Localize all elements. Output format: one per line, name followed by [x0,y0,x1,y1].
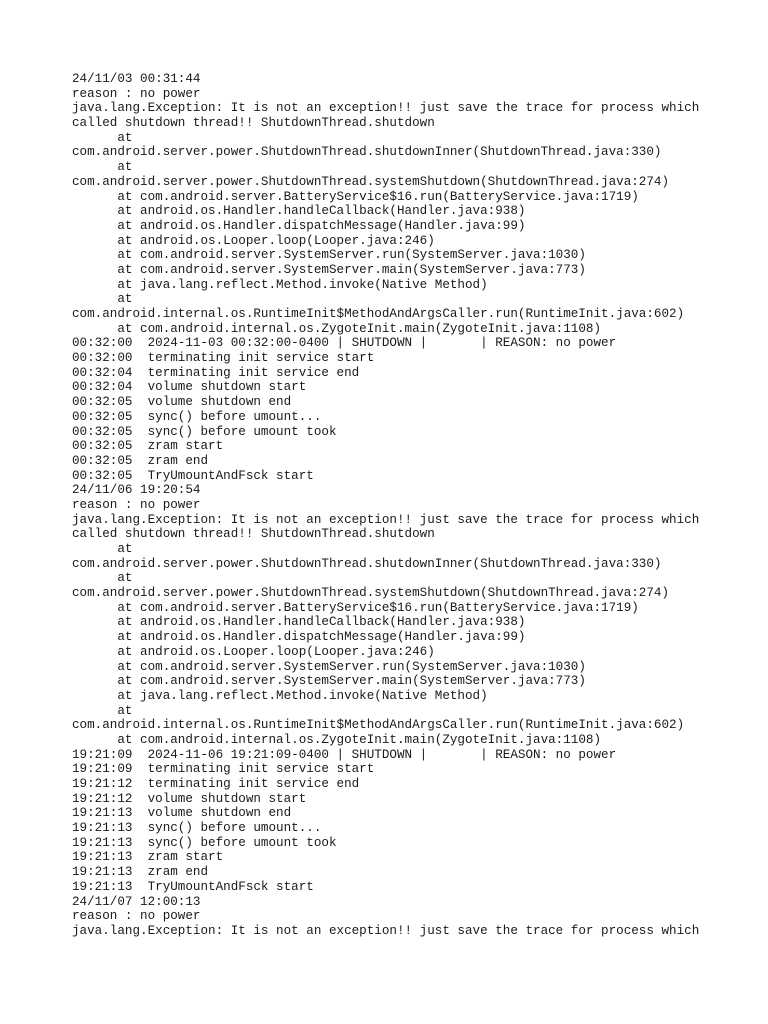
log-line: at android.os.Looper.loop(Looper.java:246) [72,644,435,659]
log-line: at java.lang.reflect.Method.invoke(Native Method) [72,277,488,292]
log-line: 19:21:12 terminating init service end [72,777,360,791]
log-line: at android.os.Handler.dispatchMessage(Handler.java:99) [72,218,526,233]
log-line: com.android.internal.os.RuntimeInit$MethodAndArgsCaller.run(RuntimeInit.java:602) [72,307,685,321]
log-line: 19:21:09 terminating init service start [72,762,375,777]
log-line: 00:32:00 2024-11-03 00:32:00-0400 | SHUTDOWN | | REASON: no power [72,336,617,351]
log-line: 00:32:05 sync() before umount... [72,409,322,424]
log-line: at com.android.server.BatteryService$16.run(BatteryService.java:1719) [72,189,639,204]
log-line: com.android.server.power.ShutdownThread.shutdownInner(ShutdownThread.java:330) [72,145,662,160]
log-line: com.android.server.power.ShutdownThread.shutdownInner(ShutdownThread.java:330) [72,556,662,571]
log-line: 00:32:05 sync() before umount took [72,424,337,439]
log-line: at [72,542,133,556]
log-line: at [72,571,133,586]
log-line: 19:21:13 zram start [72,850,224,865]
log-line: at android.os.Handler.handleCallback(Handler.java:938) [72,615,526,630]
log-line: 19:21:13 sync() before umount took [72,835,337,850]
log-line: com.android.server.power.ShutdownThread.systemShutdown(ShutdownThread.java:274) [72,586,670,601]
log-line: at com.android.server.SystemServer.main(SystemServer.java:773) [72,262,586,277]
log-line: at [72,703,133,718]
log-line: 19:21:13 sync() before umount... [72,821,322,836]
log-line: at android.os.Handler.handleCallback(Handler.java:938) [72,204,526,219]
log-line: 19:21:12 volume shutdown start [72,791,307,806]
log-line: 00:32:05 volume shutdown end [72,395,292,410]
log-line: at [72,160,133,175]
log-line: 00:32:00 terminating init service start [72,351,375,366]
log-line: at [72,292,133,307]
log-line: at com.android.server.SystemServer.run(SystemServer.java:1030) [72,659,586,674]
log-line: 24/11/03 00:31:44 [72,72,201,86]
log-line: at com.android.server.SystemServer.main(SystemServer.java:773) [72,674,586,689]
log-line: at com.android.server.SystemServer.run(SystemServer.java:1030) [72,248,586,263]
log-line: 19:21:13 volume shutdown end [72,806,292,821]
log-line: at android.os.Handler.dispatchMessage(Handler.java:99) [72,630,526,645]
log-line: java.lang.Exception: It is not an exception!! just save the trace for process which [72,512,700,527]
log-line: java.lang.Exception: It is not an exception!! just save the trace for process which [72,101,700,116]
log-line: 00:32:05 zram end [72,453,209,468]
log-line: 19:21:13 TryUmountAndFsck start [72,879,314,894]
log-line: 00:32:05 zram start [72,439,224,454]
log-document [72,72,752,939]
log-line: at com.android.server.BatteryService$16.run(BatteryService.java:1719) [72,600,639,615]
log-line: reason : no power [72,86,201,101]
log-line: 00:32:05 TryUmountAndFsck start [72,468,314,483]
log-line: reason : no power [72,909,201,924]
log-line: 19:21:09 2024-11-06 19:21:09-0400 | SHUTDOWN | | REASON: no power [72,747,617,762]
log-line: at android.os.Looper.loop(Looper.java:246) [72,233,435,248]
log-line: 00:32:04 volume shutdown start [72,380,307,395]
log-line: com.android.internal.os.RuntimeInit$MethodAndArgsCaller.run(RuntimeInit.java:602) [72,718,685,733]
log-line: 24/11/07 12:00:13 [72,894,201,909]
log-line: 19:21:13 zram end [72,865,209,880]
log-line: com.android.server.power.ShutdownThread.systemShutdown(ShutdownThread.java:274) [72,174,670,189]
log-line: at java.lang.reflect.Method.invoke(Native Method) [72,688,488,703]
log-line: at com.android.internal.os.ZygoteInit.main(ZygoteInit.java:1108) [72,321,602,336]
log-line: 00:32:04 terminating init service end [72,365,360,380]
log-line: called shutdown thread!! ShutdownThread.shutdown [72,116,435,131]
log-line: at com.android.internal.os.ZygoteInit.main(ZygoteInit.java:1108) [72,732,602,747]
log-line: reason : no power [72,497,201,512]
log-line: at [72,130,133,145]
log-line: java.lang.Exception: It is not an exception!! just save the trace for process which [72,923,700,938]
log-line: called shutdown thread!! ShutdownThread.shutdown [72,527,435,542]
log-line: 24/11/06 19:20:54 [72,483,201,498]
